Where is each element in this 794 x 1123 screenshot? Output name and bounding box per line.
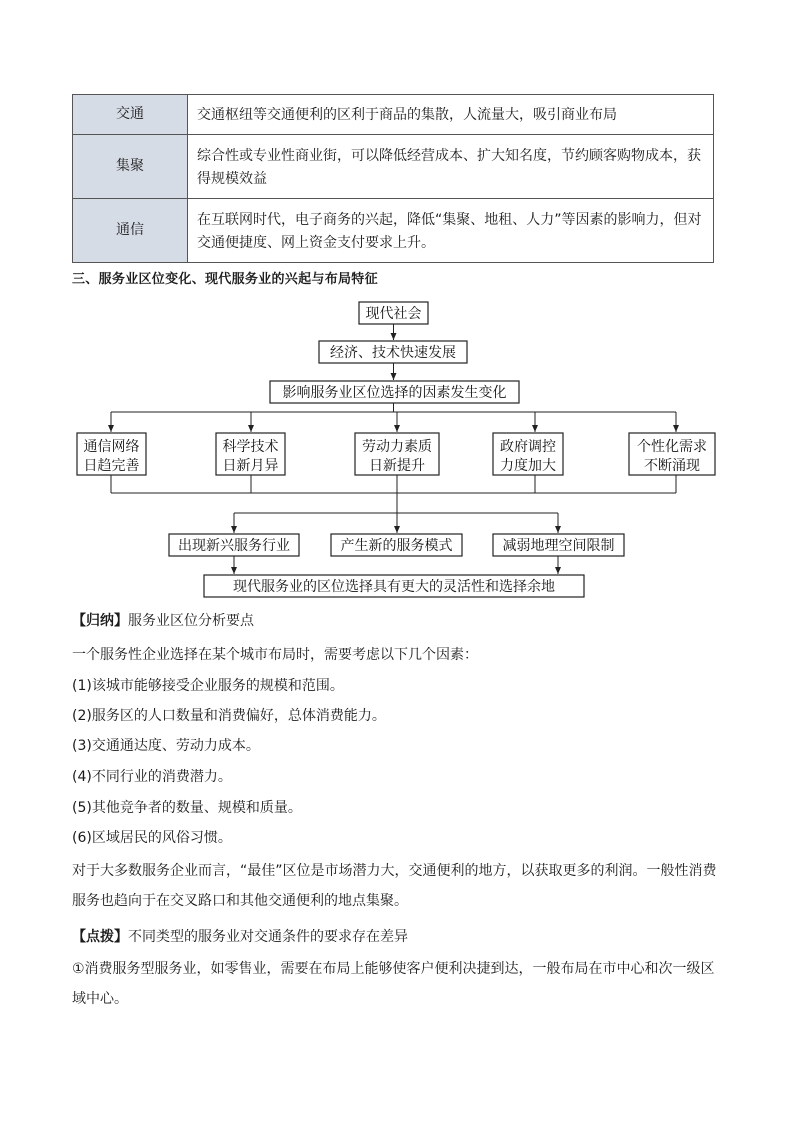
factor-science-tech xyxy=(216,433,285,475)
summary-item: (4)不同行业的消费潜力。 xyxy=(72,769,232,785)
table-row xyxy=(73,199,714,263)
summary-title: 服务业区位分析要点 xyxy=(128,613,254,629)
table-value-cell: 综合性或专业性商业街，可以降低经营成本、扩大知名度，节约顾客购物成本，获得规模效益 xyxy=(188,135,714,199)
svg-text:个性化需求: 个性化需求 xyxy=(637,439,707,455)
tip-item: ①消费服务型服务业，如零售业，需要在布局上能够使客户便利决捷到达，一般布局在市中心和次一级区域中心。 xyxy=(72,961,715,1007)
summary-conclusion: 对于大多数服务企业而言，“最佳”区位是市场潜力大，交通便利的地方，以获取更多的利润。一般性消费服务也趋向于在交叉路口和其他交通便利的地点集聚。 xyxy=(72,863,717,909)
table-value-cell: 在互联网时代，电子商务的兴起，降低“集聚、地租、人力”等因素的影响力，但对交通便捷度、网上资金支付要求上升。 xyxy=(188,199,714,263)
table-value-cell: 交通枢纽等交通便利的区利于商品的集散，人流量大，吸引商业布局 xyxy=(188,95,714,135)
summary-item: (6)区域居民的风俗习惯。 xyxy=(72,830,232,846)
node-factors-change xyxy=(270,381,519,403)
table-key-cell: 集聚 xyxy=(73,135,188,199)
svg-text:日趋完善: 日趋完善 xyxy=(83,458,140,474)
svg-text:现代服务业的区位选择具有更大的灵活性和选择余地: 现代服务业的区位选择具有更大的灵活性和选择余地 xyxy=(233,579,555,595)
svg-text:影响服务业区位选择的因素发生变化: 影响服务业区位选择的因素发生变化 xyxy=(282,385,507,401)
node-economy-tech xyxy=(319,341,467,363)
svg-text:日新提升: 日新提升 xyxy=(369,458,425,474)
svg-text:科学技术: 科学技术 xyxy=(222,439,279,455)
summary-tag: 【归纳】 xyxy=(72,613,128,629)
svg-text:现代社会: 现代社会 xyxy=(365,306,422,322)
svg-text:经济、技术快速发展: 经济、技术快速发展 xyxy=(330,345,456,361)
svg-text:不断涌现: 不断涌现 xyxy=(644,458,700,474)
result-weaken-space-limit xyxy=(493,534,624,556)
tip-tag: 【点拨】 xyxy=(72,929,128,945)
table-row xyxy=(73,135,714,199)
summary-item: (2)服务区的人口数量和消费偏好，总体消费能力。 xyxy=(72,708,386,724)
flow-diagram xyxy=(0,296,794,601)
table-key-cell: 通信 xyxy=(73,199,188,263)
svg-text:日新月异: 日新月异 xyxy=(222,458,279,474)
table-key-cell: 交通 xyxy=(73,95,188,135)
factor-government-control xyxy=(493,433,563,475)
factor-labor-quality xyxy=(355,433,439,475)
summary-intro: 一个服务性企业选择在某个城市布局时，需要考虑以下几个因素： xyxy=(72,647,478,663)
section-title: 三、服务业区位变化、现代服务业的兴起与布局特征 xyxy=(72,272,378,287)
svg-text:出现新兴服务行业: 出现新兴服务行业 xyxy=(178,538,290,554)
node-conclusion xyxy=(204,575,584,597)
tip-heading xyxy=(72,922,408,952)
result-new-modes xyxy=(331,534,462,556)
summary-item: (5)其他竞争者的数量、规模和质量。 xyxy=(72,800,302,816)
svg-text:产生新的服务模式: 产生新的服务模式 xyxy=(340,538,453,554)
summary-item: (3)交通通达度、劳动力成本。 xyxy=(72,738,260,754)
result-new-industries xyxy=(169,534,299,556)
svg-text:力度加大: 力度加大 xyxy=(500,458,556,474)
svg-text:劳动力素质: 劳动力素质 xyxy=(362,439,432,455)
svg-text:通信网络: 通信网络 xyxy=(83,439,140,455)
summary-heading xyxy=(72,606,254,636)
node-modern-society xyxy=(359,302,428,324)
svg-text:减弱地理空间限制: 减弱地理空间限制 xyxy=(502,538,615,554)
service-location-table xyxy=(72,94,714,263)
summary-item: (1)该城市能够接受企业服务的规模和范围。 xyxy=(72,678,344,694)
table-row xyxy=(73,95,714,135)
factor-communication xyxy=(77,433,146,475)
tip-title: 不同类型的服务业对交通条件的要求存在差异 xyxy=(128,929,408,945)
svg-text:政府调控: 政府调控 xyxy=(500,439,556,455)
factor-personalized-demand xyxy=(629,433,715,475)
